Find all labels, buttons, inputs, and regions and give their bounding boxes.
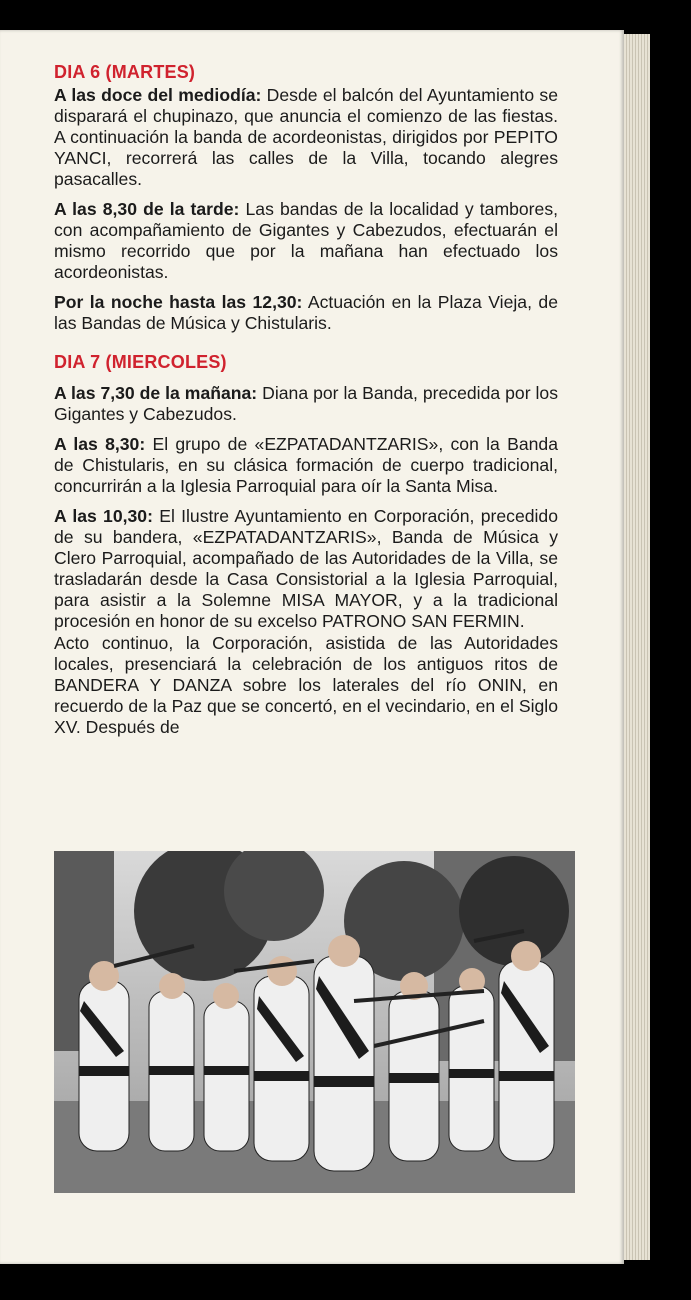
- entry-time: A las 10,30:: [54, 506, 153, 526]
- day7-heading: DIA 7 (MIERCOLES): [54, 352, 227, 372]
- entry-time: A las doce del mediodía:: [54, 85, 262, 105]
- entry-text: Actuación en la Plaza Vieja, de las Bandas de Música y Chistularis.: [54, 292, 558, 333]
- entry-text: Desde el balcón del Ayuntamiento se disparará el chupinazo, que anuncia el comienzo de las fiestas. A continuación la banda de acordeonistas, dirigidos por PEPITO YANCI, recorrerá las calles de la Villa, tocando alegres pasacalles.: [54, 85, 559, 189]
- day7-entry-1: [54, 383, 558, 425]
- day7-entry-3: [54, 506, 558, 632]
- day6-heading: DIA 6 (MARTES): [54, 62, 196, 82]
- entry-text: El grupo de «EZPATADANTZARIS», con la Banda de Chistularis, en su clásica formación de cuerpo tradicional, concurrirán a la Iglesia Parroquial para oír la Santa Misa.: [54, 434, 558, 496]
- entry-text: Las bandas de la localidad y tambores, con acompañamiento de Gigantes y Cabezudos, efectuarán el mismo recorrido que por la mañana han efectuado los acordeonistas.: [54, 199, 559, 282]
- day7-entry-2: [54, 434, 558, 497]
- day6-entry-2: [54, 199, 558, 283]
- day7-continuation: Acto continuo, la Corporación, asistida de las Autoridades locales, presenciará la celebración de los antiguos ritos de BANDERA Y DANZA sobre los laterales del río ONIN, en recuerdo de la Paz que se concertó, en el vecindario, en el Siglo XV. Después de: [54, 633, 558, 737]
- dancers-photo: [54, 851, 575, 1193]
- entry-time: A las 8,30:: [54, 434, 146, 454]
- entry-time: Por la noche hasta las 12,30:: [54, 292, 303, 312]
- program-text: [54, 62, 558, 738]
- page-edges: [624, 34, 650, 1260]
- photo-dancers-icon: [54, 851, 575, 1193]
- day6-entry-3: [54, 292, 558, 334]
- day6-entry-1: [54, 85, 558, 190]
- entry-text: Diana por la Banda, precedida por los Gigantes y Cabezudos.: [54, 383, 559, 424]
- entry-text: El Ilustre Ayuntamiento en Corporación, precedido de su bandera, «EZPATADANTZARIS», Banda de Música y Clero Parroquial, acompañado de las Autoridades de la Villa, se trasladarán desde la Casa Consistorial a la Iglesia Parroquial, para asistir a la Solemne MISA MAYOR, y a la tradicional procesión en honor de su excelso PATRONO SAN FERMIN.: [54, 506, 558, 631]
- entry-time: A las 8,30 de la tarde:: [54, 199, 240, 219]
- entry-time: A las 7,30 de la mañana:: [54, 383, 258, 403]
